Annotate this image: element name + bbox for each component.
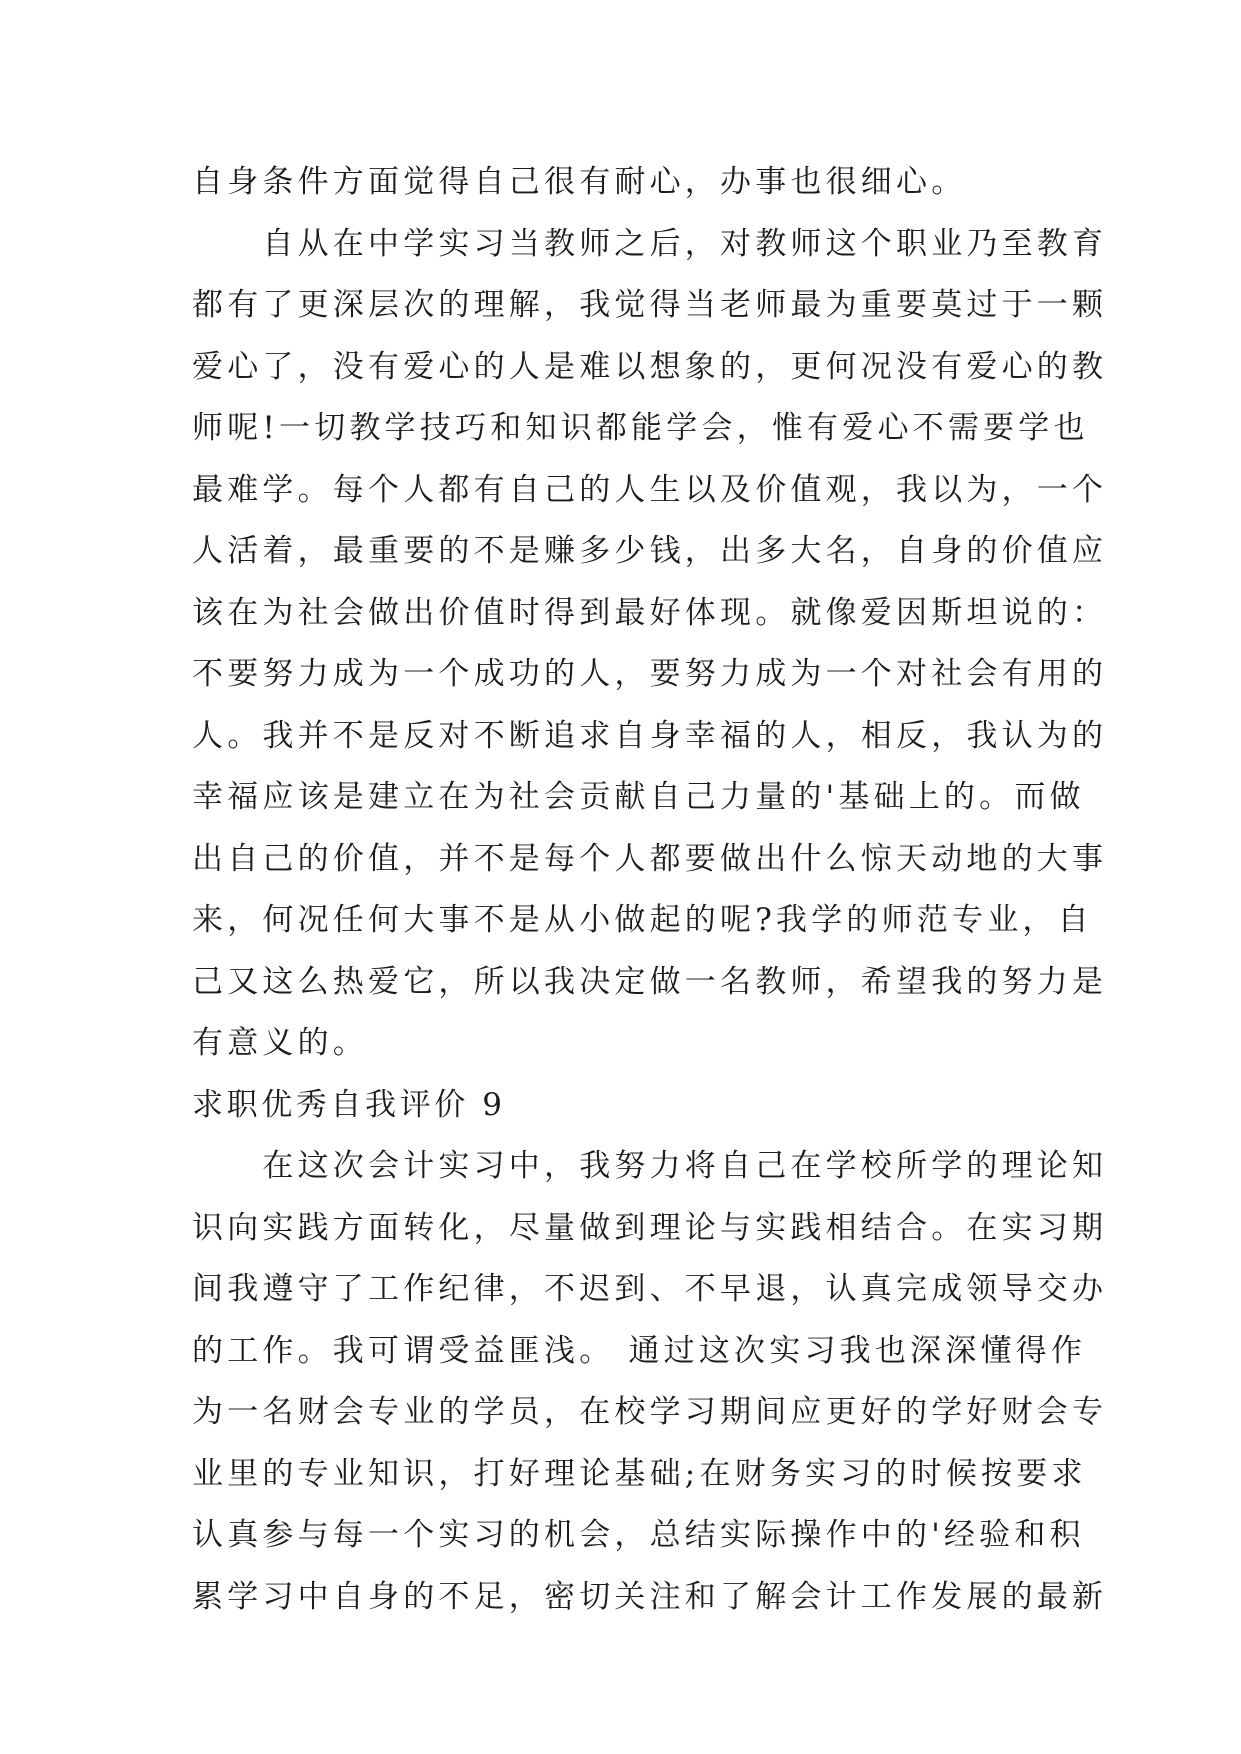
text-line: 不要努力成为一个成功的人，要努力成为一个对社会有用的	[192, 656, 1108, 692]
text-line: 累学习中自身的不足，密切关注和了解会计工作发展的最新	[192, 1578, 1108, 1615]
paragraph-first-line: 在这次会计实习中，我努力将自己在学校所学的理论知	[192, 1148, 1108, 1184]
document-body	[192, 152, 1108, 1628]
text-line: 人。我并不是反对不断追求自身幸福的人，相反，我认为的	[192, 717, 1108, 754]
text-line: 己又这么热爱它，所以我决定做一名教师，希望我的努力是	[192, 963, 1108, 1000]
text-line: 来，何况任何大事不是从小做起的呢?我学的师范专业，自	[192, 902, 1093, 938]
section-heading: 求职优秀自我评价 9	[192, 1086, 506, 1123]
text-line: 师呢!一切教学技巧和知识都能学会，惟有爱心不需要学也	[192, 410, 1089, 446]
text-line: 业里的专业知识，打好理论基础;在财务实习的时候按要求	[192, 1455, 1087, 1492]
text-line: 爱心了，没有爱心的人是难以想象的，更何况没有爱心的教	[192, 348, 1108, 385]
text-line: 间我遵守了工作纪律，不迟到、不早退，认真完成领导交办	[192, 1271, 1108, 1307]
text-line: 识向实践方面转化，尽量做到理论与实践相结合。在实习期	[192, 1209, 1108, 1246]
text-line: 都有了更深层次的理解，我觉得当老师最为重要莫过于一颗	[192, 287, 1108, 323]
text-line: 出自己的价值，并不是每个人都要做出什么惊天动地的大事	[192, 840, 1108, 877]
text-line: 最难学。每个人都有自己的人生以及价值观，我以为，一个	[192, 471, 1108, 508]
text-line: 有意义的。	[192, 1025, 368, 1061]
text-line: 人活着，最重要的不是赚多少钱，出多大名，自身的价值应	[192, 533, 1108, 569]
text-line: 自身条件方面觉得自己很有耐心，办事也很细心。	[192, 164, 967, 200]
text-line: 的工作。我可谓受益匪浅。 通过这次实习我也深深懂得作	[192, 1332, 1087, 1369]
text-line: 该在为社会做出价值时得到最好体现。就像爱因斯坦说的：	[192, 594, 1108, 631]
paragraph-first-line: 自从在中学实习当教师之后，对教师这个职业乃至教育	[192, 225, 1108, 262]
text-line: 幸福应该是建立在为社会贡献自己力量的'基础上的。而做	[192, 779, 1085, 815]
text-line: 为一名财会专业的学员，在校学习期间应更好的学好财会专	[192, 1394, 1108, 1430]
text-line: 认真参与每一个实习的机会，总结实际操作中的'经验和积	[192, 1517, 1085, 1553]
